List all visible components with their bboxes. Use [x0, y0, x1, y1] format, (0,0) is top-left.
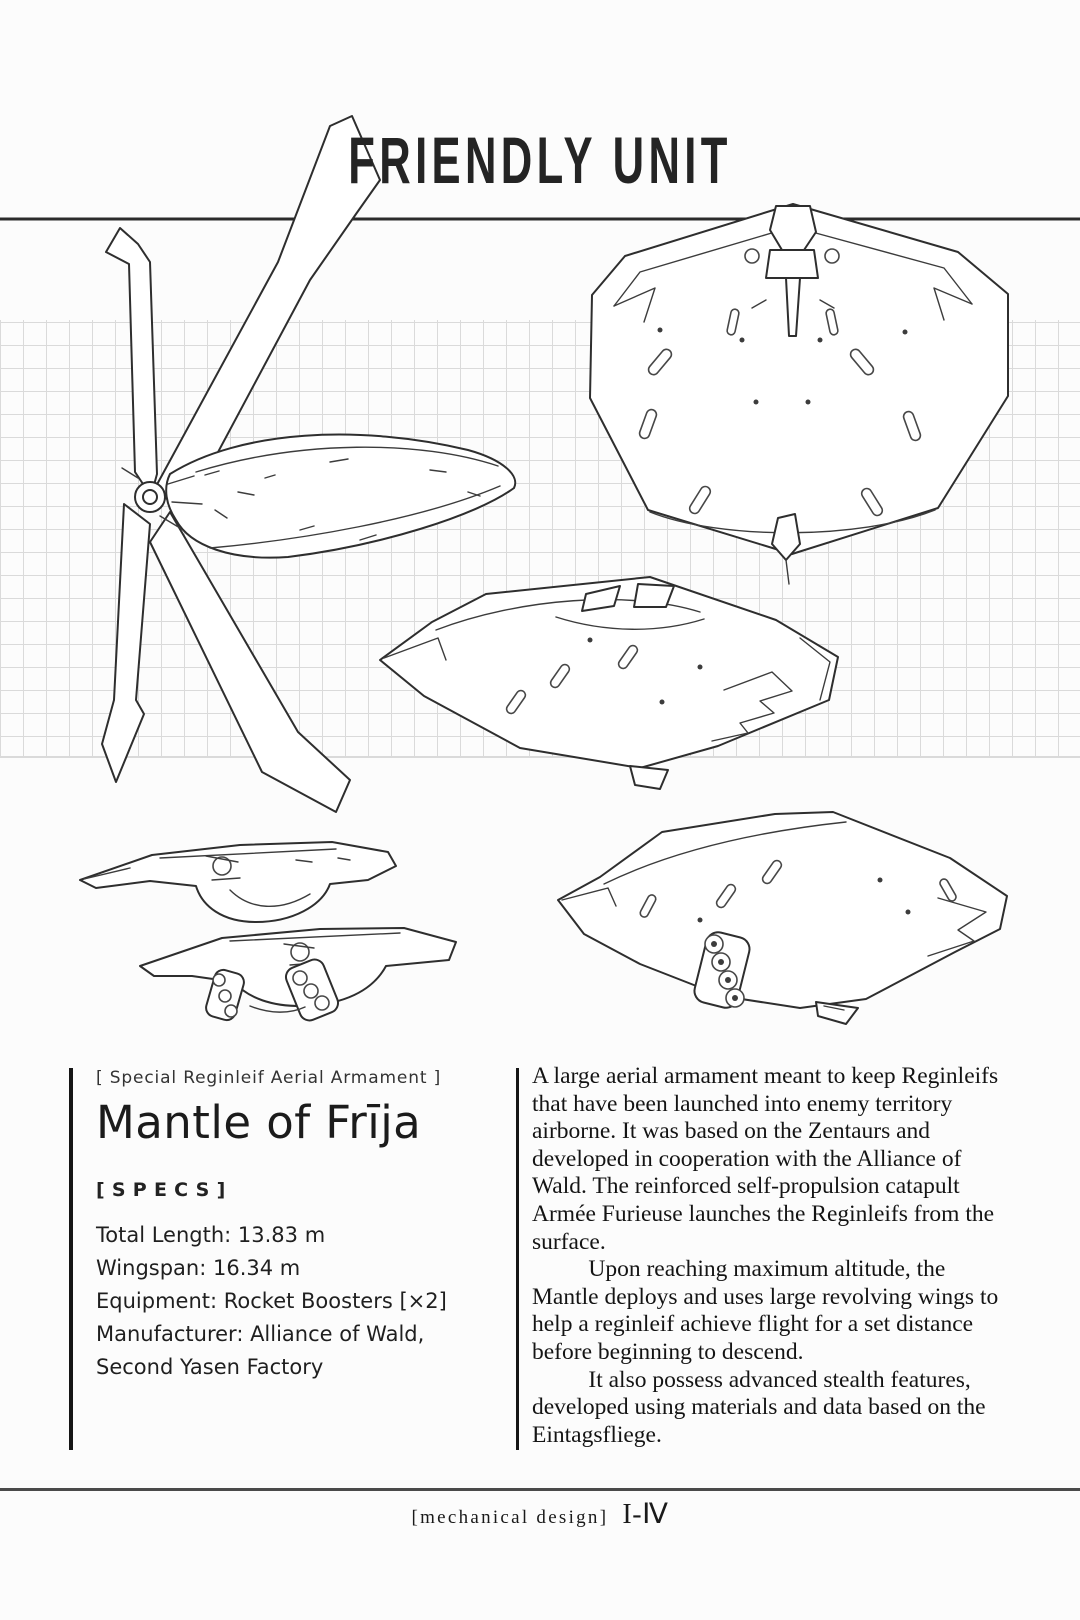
spec-wingspan: Wingspan: 16.34 m	[96, 1256, 301, 1280]
column-divider	[516, 1068, 519, 1450]
figure-side-profile-with-boosters	[140, 928, 456, 1023]
description-paragraph: A large aerial armament meant to keep Reginleifs that have been launched into enemy territory airborne. It was based on the Zentaurs and developed in cooperation with the Alliance of Wald. The reinforced self-propulsion catapult Armée Furieuse launches the Reginleifs from the surface.	[532, 1063, 999, 1255]
specs-heading: [SPECS]	[96, 1179, 233, 1201]
description-paragraph: It also possess advanced stealth features, developed using materials and data based on the Eintagsfliege.	[532, 1366, 986, 1448]
footer-page-number: I-Ⅳ	[622, 1499, 669, 1530]
figure-perspective-with-boosters	[558, 812, 1007, 1024]
description-column	[532, 1063, 1010, 1449]
spec-total-length: Total Length: 13.83 m	[96, 1223, 326, 1247]
spec-manufacturer: Manufacturer: Alliance of Wald,	[96, 1322, 425, 1346]
spec-manufacturer-line2: Second Yasen Factory	[96, 1355, 324, 1379]
footer-label: [mechanical design]	[411, 1507, 609, 1528]
footer-rule	[0, 1488, 1080, 1491]
page-title: FRIENDLY UNIT	[348, 123, 732, 198]
unit-name: Mantle of Frīja	[96, 1096, 422, 1149]
figure-side-profile	[80, 842, 396, 922]
info-panel-accent-bar	[69, 1068, 73, 1450]
info-panel	[96, 1068, 498, 1384]
description-paragraph: Upon reaching maximum altitude, the Mantle deploys and uses large revolving wings to help a reginleif achieve flight for a set distance before beginning to descend.	[532, 1256, 999, 1365]
unit-category: [ Special Reginleif Aerial Armament ]	[96, 1068, 442, 1088]
page-footer	[0, 1497, 1080, 1531]
spec-equipment: Equipment: Rocket Boosters [×2]	[96, 1289, 447, 1313]
